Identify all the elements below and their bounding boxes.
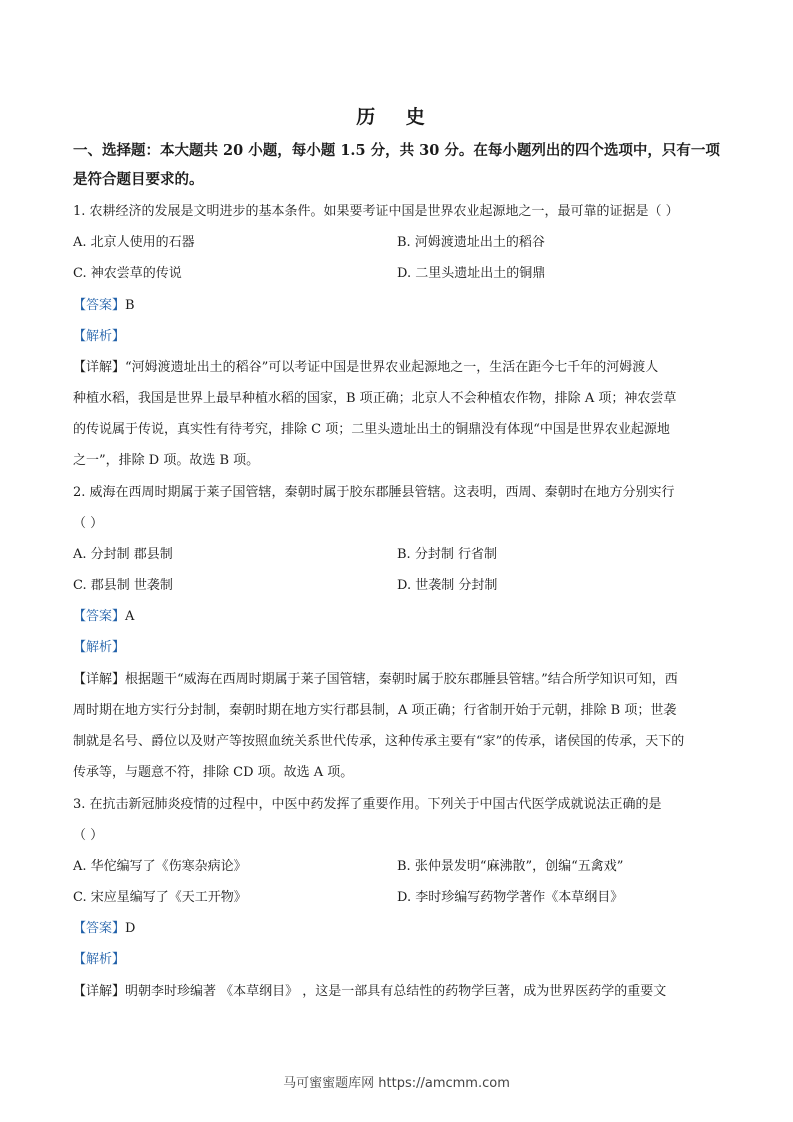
question-3-option-c: C. 宋应星编写了《天工开物》 [73,890,247,905]
analysis-tag: 【解析】 [73,329,126,344]
question-2-stem-paren: （ ） [73,516,104,531]
question-3-option-b: B. 张仲景发明“麻沸散”，创编“五禽戏” [397,859,624,874]
analysis-tag: 【解析】 [73,952,126,967]
question-2-analysis-tag [73,639,125,657]
question-1-detail-line: 的传说属于传说，真实性有待考究，排除 C 项；二里头遗址出土的铜鼎没有体现“中国是世界农业起源地 [73,422,670,437]
question-1-detail-line: 种植水稻，我国是世界上最早种植水稻的国家，B 项正确；北京人不会种植农作物，排除 A 项；神农尝草 [73,391,677,406]
question-1-option-d: D. 二里头遗址出土的铜鼎 [397,266,546,281]
question-3-option-d: D. 李时珍编写药物学著作《本草纲目》 [397,890,624,905]
question-2-detail-line [73,671,678,689]
detail-text: 明朝李时珍编著 《本草纲目》 ，这是一部具有总结性的药物学巨著，成为世界医药学的重要文 [125,984,667,999]
detail-tag: 【详解】 [73,672,126,687]
question-3-stem: 3. 在抗击新冠肺炎疫情的过程中，中医中药发挥了重要作用。下列关于中国古代医学成就说法正确的是 [73,797,662,812]
question-3-answer [73,920,135,938]
analysis-tag: 【解析】 [73,640,126,655]
answer-tag: 【答案】 [73,298,126,313]
question-2-detail-line: 制就是名号、爵位以及财产等按照血统关系世代传承，这种传承主要有“家”的传承，诸侯国的传承，天下的 [73,734,685,749]
detail-text: 根据题干“威海在西周时期属于莱子国管辖，秦朝时属于胶东郡腄县管辖。”结合所学知识可知，西 [125,672,678,687]
detail-tag: 【详解】 [73,360,126,375]
question-1-option-c: C. 神农尝草的传说 [73,266,182,281]
question-1-stem: 1. 农耕经济的发展是文明进步的基本条件。如果要考证中国是世界农业起源地之一，最可靠的证据是（ ） [73,204,679,219]
answer-value: A [125,609,135,624]
question-3-option-a: A. 华佗编写了《伤寒杂病论》 [73,859,247,874]
question-1-option-b: B. 河姆渡遗址出土的稻谷 [397,235,545,250]
question-1-option-a: A. 北京人使用的石器 [73,235,195,250]
question-3-detail-line [73,983,666,1001]
detail-tag: 【详解】 [73,984,126,999]
question-2-option-b: B. 分封制 行省制 [397,547,497,562]
answer-value: D [125,921,136,936]
question-1-answer [73,297,135,315]
question-1-detail-line [73,359,658,377]
site-watermark-footer: 马可蜜蜜题库网 https://amcmm.com [283,1076,510,1091]
question-2-option-d: D. 世袭制 分封制 [397,578,498,593]
answer-tag: 【答案】 [73,921,126,936]
section-heading: 一、选择题：本大题共 20 小题，每小题 1.5 分，共 30 分。在每小题列出的四个选项中，只有一项是符合题目要求的。 [73,142,720,188]
question-3-analysis-tag [73,951,125,969]
answer-tag: 【答案】 [73,609,126,624]
page-title: 历 史 [356,106,437,128]
question-1-detail-line: 之一”，排除 D 项。故选 B 项。 [73,453,260,468]
question-2-detail-line: 传承等，与题意不符，排除 CD 项。故选 A 项。 [73,765,354,780]
question-2-option-a: A. 分封制 郡县制 [73,547,173,562]
question-3-stem-paren: （ ） [73,828,104,843]
question-2-stem: 2. 威海在西周时期属于莱子国管辖，秦朝时属于胶东郡腄县管辖。这表明，西周、秦朝时在地方分别实行 [73,485,675,500]
question-2-option-c: C. 郡县制 世袭制 [73,578,173,593]
question-2-answer [73,608,134,626]
detail-text: “河姆渡遗址出土的稻谷”可以考证中国是世界农业起源地之一，生活在距今七千年的河姆渡人 [125,360,659,375]
question-2-detail-line: 周时期在地方实行分封制，秦朝时期在地方实行郡县制，A 项正确；行省制开始于元朝，排除 B 项；世袭 [73,703,677,718]
answer-value: B [125,298,135,313]
question-1-analysis-tag [73,328,125,346]
